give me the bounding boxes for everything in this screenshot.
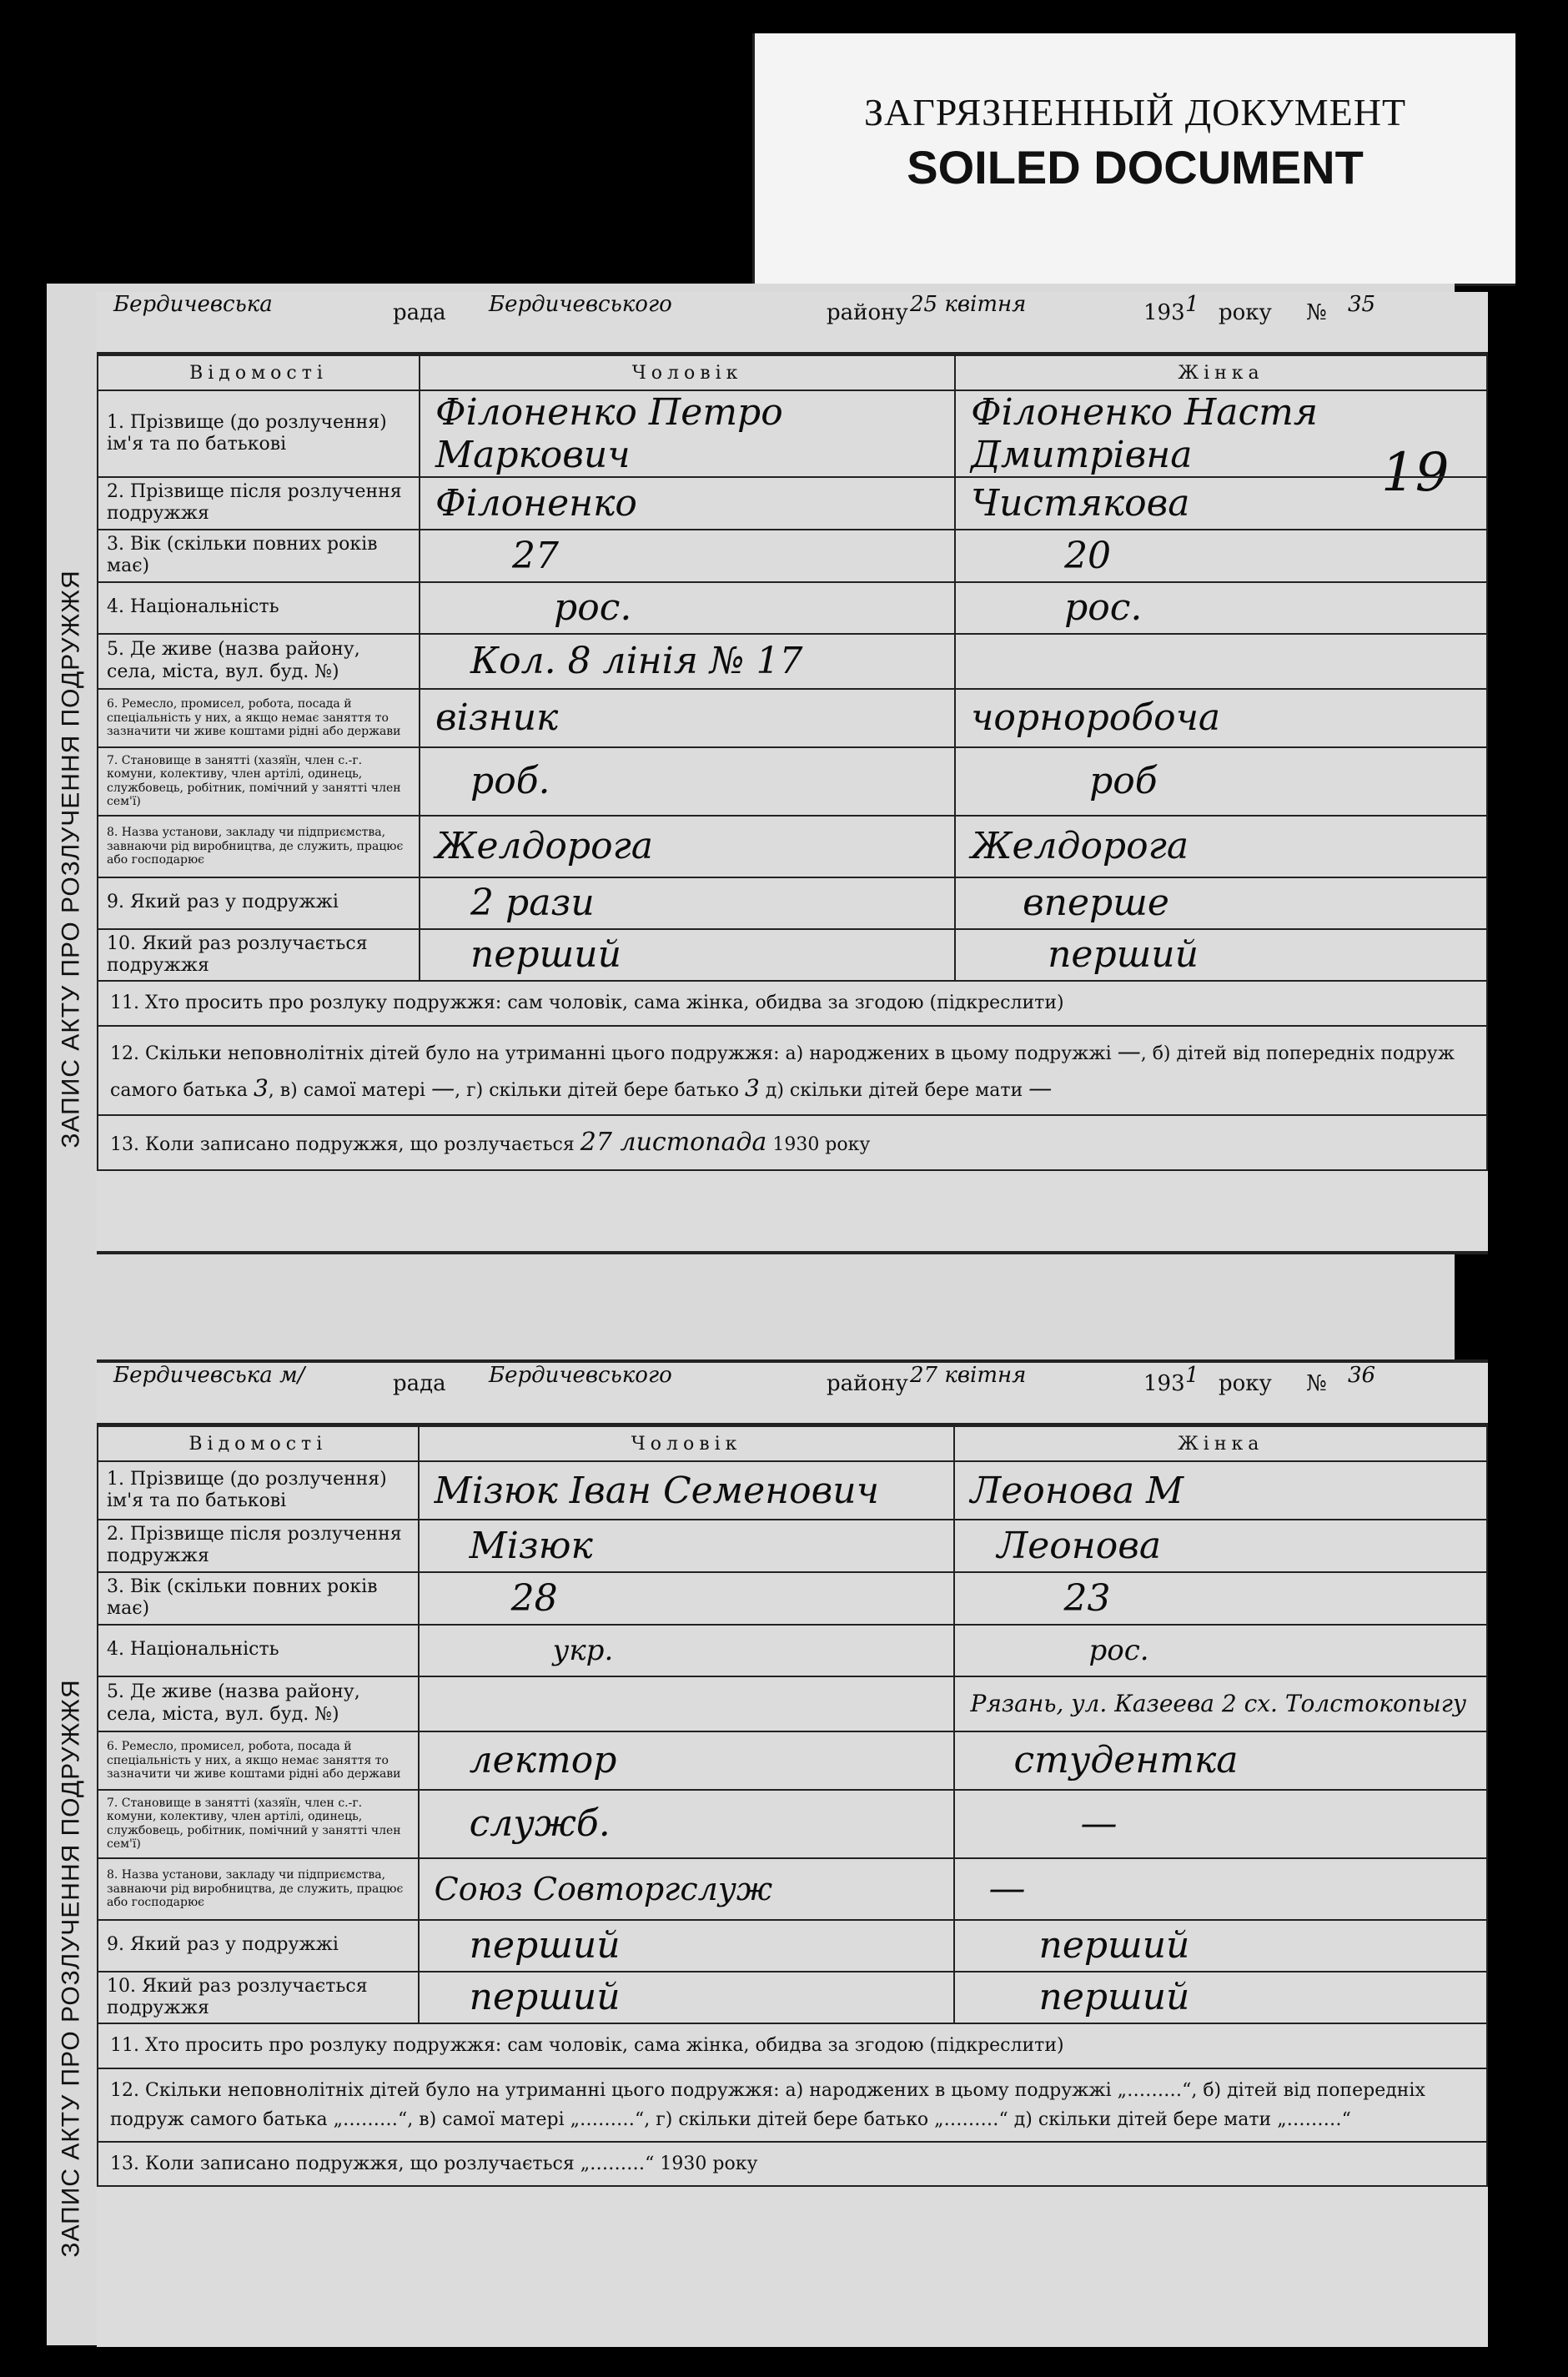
wife-times-divorced: перший	[955, 929, 1487, 982]
q11-row: 11. Хто просить про розлуку подружжя: сам чоловік, сама жінка, обидва за згодою (підкреслити)	[98, 2023, 1487, 2068]
q8-label: 8. Назва установи, закладу чи підприємства, завнаючи рід виробництва, де служить, працює або господарює	[98, 1858, 419, 1920]
record-table	[97, 1425, 1488, 2187]
q12-row: 12. Скільки неповнолітніх дітей було на утриманні цього подружжя: а) народжених в цьому подружжі —, б) дітей від попередніх подруж самого батька 3, в) самої матері —, г) скільки дітей бере батько 3 д) скільки дітей бере мати —	[98, 1026, 1487, 1116]
wife-age: 20	[955, 530, 1487, 582]
q6-label: 6. Ремесло, промисел, робота, посада й спеціальність у них, а якщо немає заняття то зазначити чи живе коштами рідні або держави	[98, 1731, 419, 1790]
husband-org: Желдорога	[420, 816, 955, 877]
q7-label: 7. Становище в занятті (хазяїн, член с.-г. комуни, колективу, член артілі, одинець, службовець, робітник, помічний у занятті член сем'ї)	[98, 747, 420, 816]
col-wife: Жінка	[954, 1426, 1487, 1461]
wife-age: 23	[954, 1572, 1487, 1625]
q2-label: 2. Прізвище після розлучення подружжя	[98, 477, 420, 530]
wife-nat: рос.	[955, 582, 1487, 634]
husband-name: Філоненко Петро Маркович	[420, 390, 955, 477]
wife-job: чорноробоча	[955, 689, 1487, 747]
rada-label: рада	[393, 300, 446, 325]
husband-addr	[419, 1676, 955, 1731]
wife-status: —	[954, 1790, 1487, 1858]
year-suffix: 1	[1185, 292, 1199, 317]
husband-times-married: перший	[419, 1920, 955, 1972]
q13-row: 13. Коли записано подружжя, що розлучається 27 листопада 1930 року	[98, 1115, 1487, 1170]
wife-name: Леонова М	[954, 1461, 1487, 1520]
divorce-record-2	[97, 1359, 1488, 2347]
q3-label: 3. Вік (скільки повних років має)	[98, 1572, 419, 1625]
husband-times-divorced: перший	[420, 929, 955, 982]
wife-addr: Рязань, ул. Казеева 2 сх. Толстокопыгу	[954, 1676, 1487, 1731]
wife-job: студентка	[954, 1731, 1487, 1790]
q4-label: 4. Національність	[98, 1625, 419, 1676]
side-label-1: ЗАПИС АКТУ ПРО РОЗЛУЧЕННЯ ПОДРУЖЖЯ	[58, 570, 86, 1148]
col-husband: Чоловік	[420, 355, 955, 390]
q3-label: 3. Вік (скільки повних років має)	[98, 530, 420, 582]
husband-org: Союз Совторгслуж	[419, 1858, 955, 1920]
record-header	[97, 292, 1488, 354]
divorce-record-1	[97, 292, 1488, 1254]
husband-times-married: 2 рази	[420, 877, 955, 929]
q10-label: 10. Який раз розлучається подружжя	[98, 929, 420, 982]
year-label: року	[1219, 1371, 1272, 1396]
date-value: 25 квітня	[910, 292, 1027, 317]
q2-label: 2. Прізвище після розлучення подружжя	[98, 1520, 419, 1572]
wife-name: Філоненко Настя Дмитрівна	[955, 390, 1487, 477]
record-number: 36	[1348, 1363, 1376, 1388]
q9-label: 9. Який раз у подружжі	[98, 1920, 419, 1972]
rada-value: Бердичевська м/	[113, 1363, 305, 1388]
q11-row: 11. Хто просить про розлуку подружжя: сам чоловік, сама жінка, обидва за згодою (підкреслити)	[98, 981, 1487, 1025]
q12-row: 12. Скільки неповнолітніх дітей було на утриманні цього подружжя: а) народжених в цьому подружжі „………“, б) дітей від попередніх подруж самого батька „………“, в) самої матері „………“, г) скільки дітей бере батько „………“ д) скільки дітей бере мати „………“	[98, 2068, 1487, 2142]
record-page	[47, 284, 1467, 2345]
wife-addr	[955, 634, 1487, 689]
husband-job: візник	[420, 689, 955, 747]
husband-addr: Кол. 8 лінія № 17	[420, 634, 955, 689]
q7-label: 7. Становище в занятті (хазяїн, член с.-г. комуни, колективу, член артілі, одинець, службовець, робітник, помічний у занятті член сем'ї)	[98, 1790, 419, 1858]
husband-after: Мізюк	[419, 1520, 955, 1572]
record-table	[97, 354, 1488, 1171]
wife-org: —	[954, 1858, 1487, 1920]
husband-name: Мізюк Іван Семенович	[419, 1461, 955, 1520]
q8-label: 8. Назва установи, закладу чи підприємства, завнаючи рід виробництва, де служить, працює або господарює	[98, 816, 420, 877]
wife-org: Желдорога	[955, 816, 1487, 877]
side-label-2: ЗАПИС АКТУ ПРО РОЗЛУЧЕННЯ ПОДРУЖЖЯ	[58, 1679, 86, 2258]
year-prefix: 193	[1143, 1371, 1185, 1396]
husband-after: Філоненко	[420, 477, 955, 530]
husband-age: 27	[420, 530, 955, 582]
husband-status: роб.	[420, 747, 955, 816]
year-label: року	[1219, 300, 1272, 325]
husband-nat: укр.	[419, 1625, 955, 1676]
q6-label: 6. Ремесло, промисел, робота, посада й спеціальність у них, а якщо немає заняття то зазначити чи живе коштами рідні або держави	[98, 689, 420, 747]
q5-label: 5. Де живе (назва району, села, міста, вул. буд. №)	[98, 1676, 419, 1731]
col-wife: Жінка	[955, 355, 1487, 390]
husband-nat: рос.	[420, 582, 955, 634]
soiled-document-stamp	[752, 33, 1515, 286]
record-number: 35	[1348, 292, 1376, 317]
husband-age: 28	[419, 1572, 955, 1625]
husband-times-divorced: перший	[419, 1972, 955, 2024]
year-suffix: 1	[1185, 1363, 1199, 1388]
number-label: №	[1306, 1371, 1327, 1396]
raion-value: Бердичевського	[489, 1363, 672, 1388]
wife-after: Леонова	[954, 1520, 1487, 1572]
husband-status: служб.	[419, 1790, 955, 1858]
wife-times-married: вперше	[955, 877, 1487, 929]
q1-label: 1. Прізвище (до розлучення) ім'я та по батькові	[98, 390, 420, 477]
record-header	[97, 1363, 1488, 1425]
raion-label: району	[827, 300, 908, 325]
q10-label: 10. Який раз розлучається подружжя	[98, 1972, 419, 2024]
q5-label: 5. Де живе (назва району, села, міста, вул. буд. №)	[98, 634, 420, 689]
wife-times-married: перший	[954, 1920, 1487, 1972]
wife-nat: рос.	[954, 1625, 1487, 1676]
date-value: 27 квітня	[910, 1363, 1027, 1388]
margin-note: 19	[1381, 442, 1450, 504]
col-info: Відомості	[98, 355, 420, 390]
rada-value: Бердичевська	[113, 292, 273, 317]
rada-label: рада	[393, 1371, 446, 1396]
wife-after: Чистякова	[955, 477, 1487, 530]
year-prefix: 193	[1143, 300, 1185, 325]
q13-row: 13. Коли записано подружжя, що розлучається „………“ 1930 року	[98, 2142, 1487, 2186]
raion-value: Бердичевського	[489, 292, 672, 317]
wife-status: роб	[955, 747, 1487, 816]
q1-label: 1. Прізвище (до розлучення) ім'я та по батькові	[98, 1461, 419, 1520]
col-info: Відомості	[98, 1426, 419, 1461]
number-label: №	[1306, 300, 1327, 325]
q9-label: 9. Який раз у подружжі	[98, 877, 420, 929]
husband-job: лектор	[419, 1731, 955, 1790]
wife-times-divorced: перший	[954, 1972, 1487, 2024]
stamp-text-ru: ЗАГРЯЗНЕННЫЙ ДОКУМЕНТ	[863, 91, 1407, 133]
raion-label: району	[827, 1371, 908, 1396]
q4-label: 4. Національність	[98, 582, 420, 634]
col-husband: Чоловік	[419, 1426, 955, 1461]
stamp-text-en: SOILED DOCUMENT	[907, 141, 1364, 193]
